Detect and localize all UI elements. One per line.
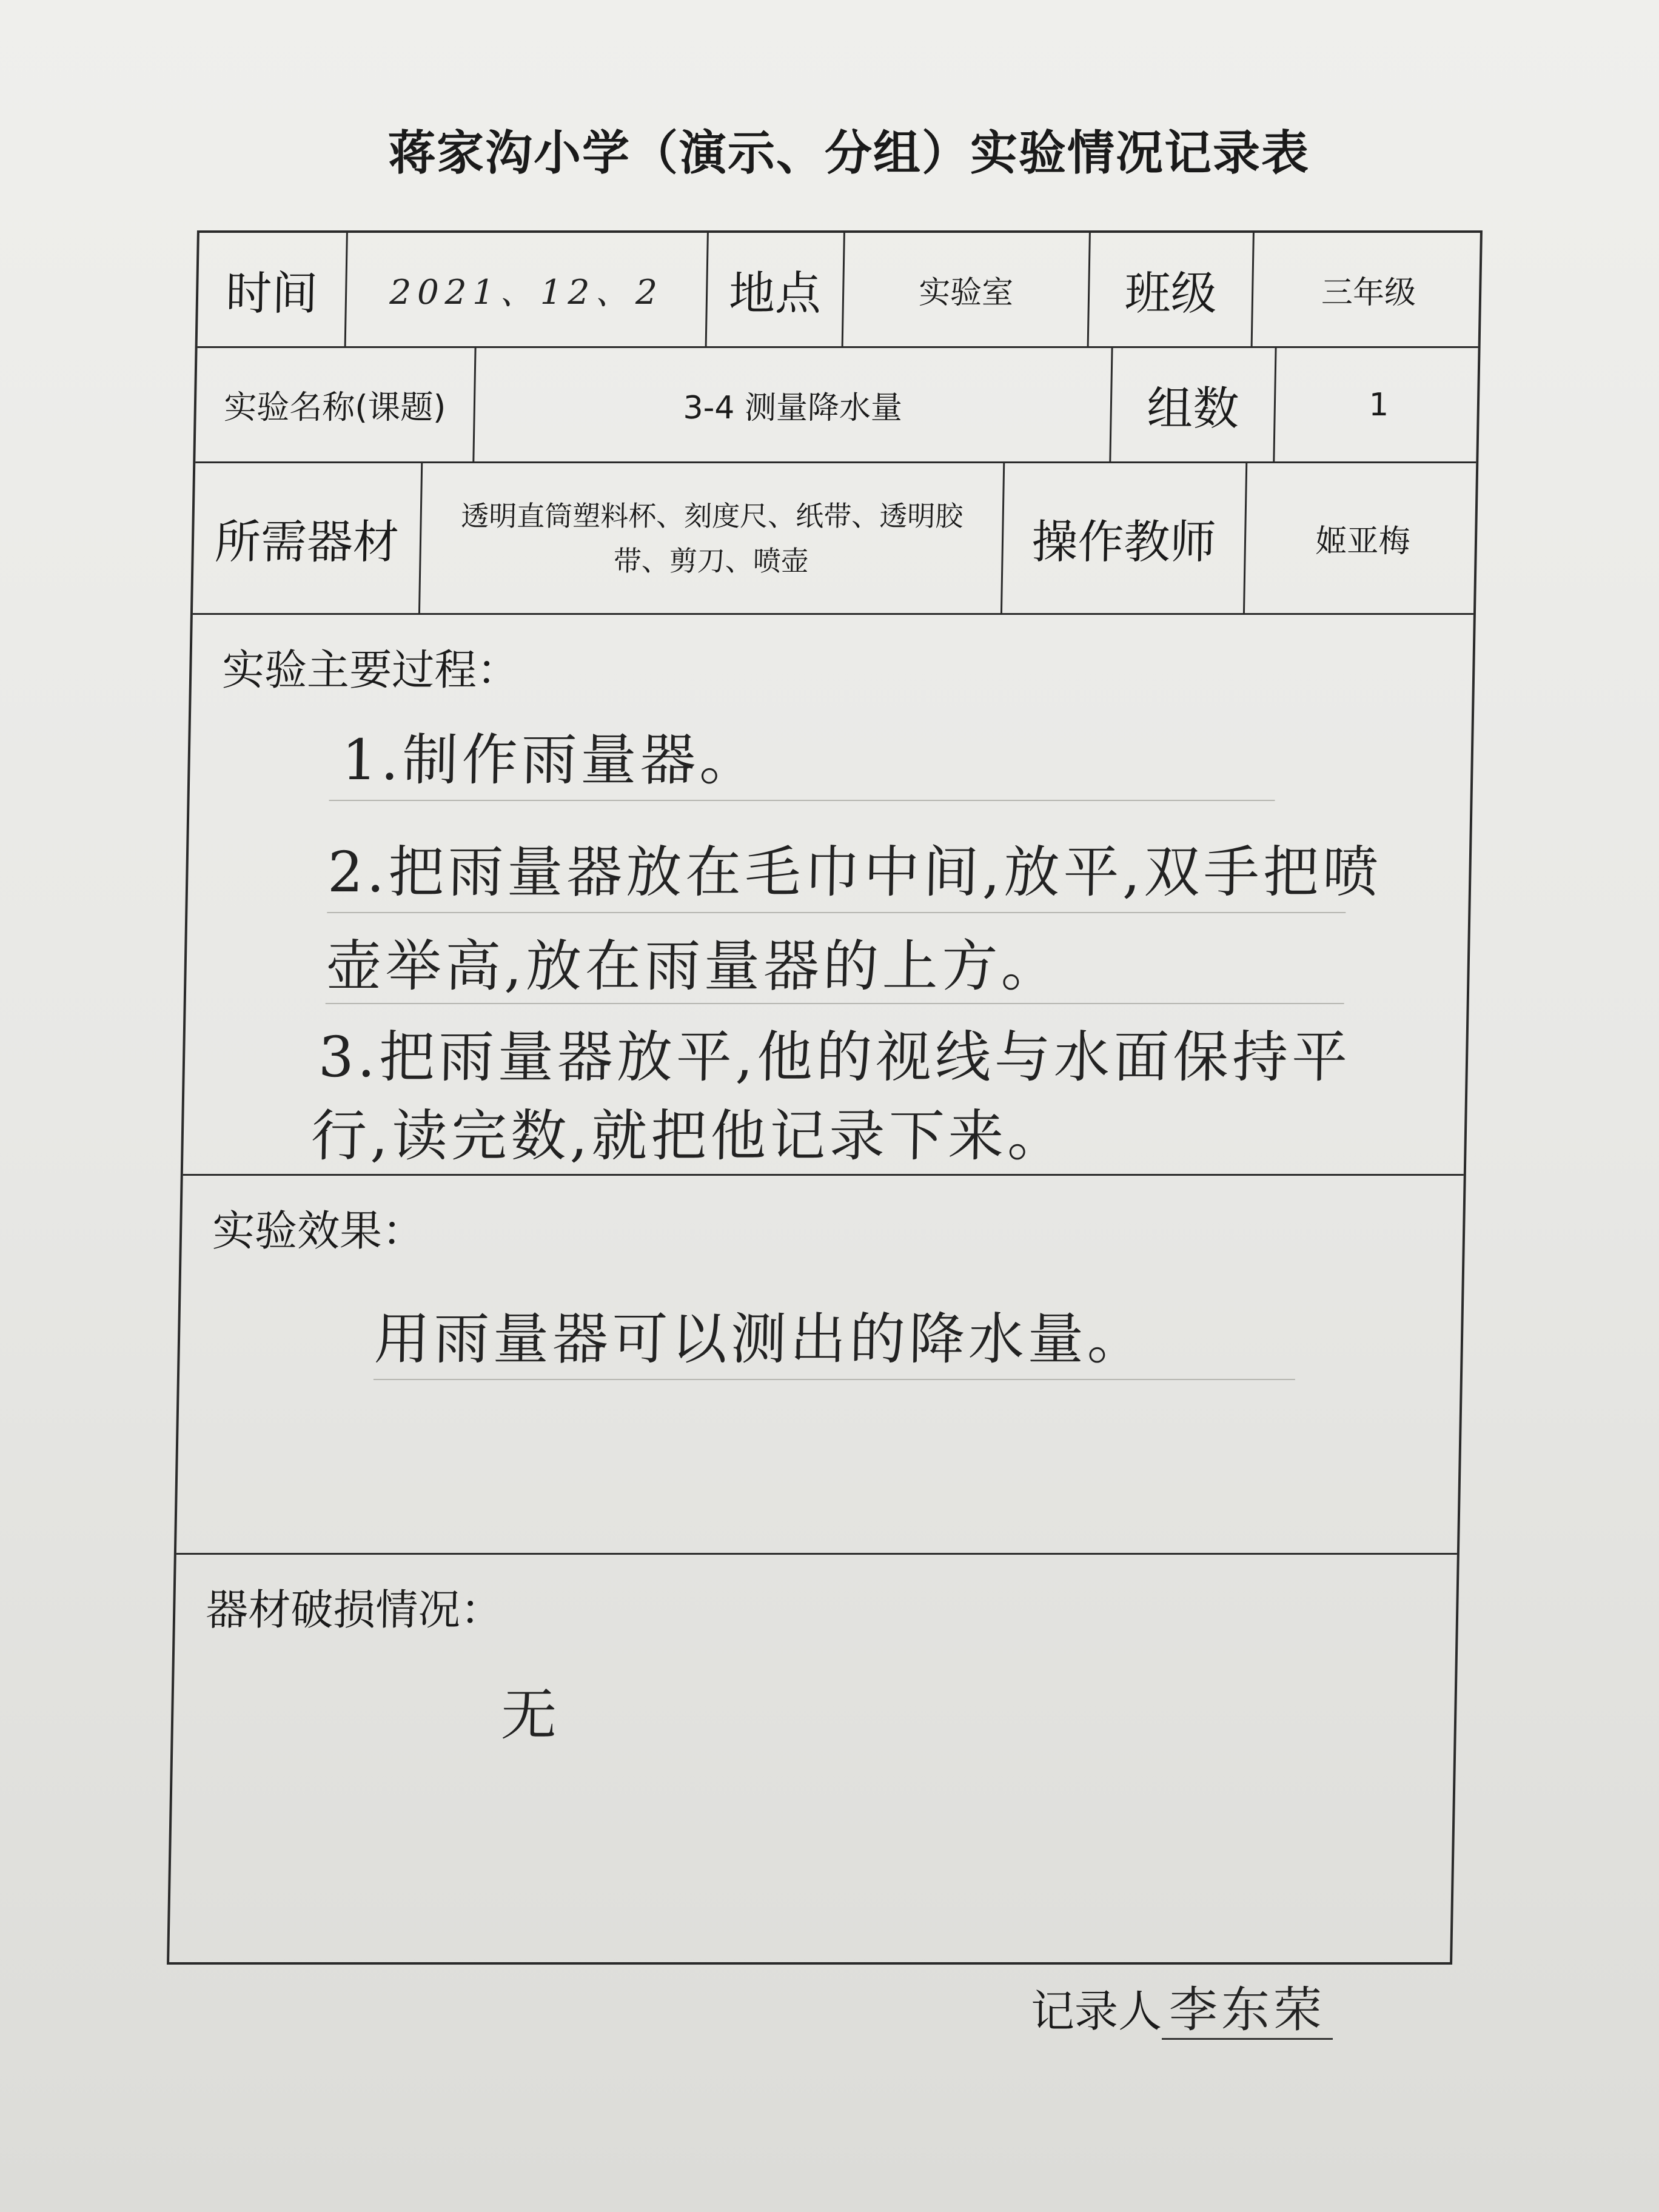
damage-section <box>169 1555 1457 1967</box>
class-label: 班级 <box>1089 233 1255 346</box>
row-experiment-name <box>195 348 1478 463</box>
place-label: 地点 <box>707 233 845 346</box>
effect-text: 用雨量器可以测出的降水量。 <box>374 1307 1147 1372</box>
page-title: 蒋家沟小学（演示、分组）实验情况记录表 <box>387 126 1310 181</box>
effect-title: 实验效果： <box>212 1206 425 1256</box>
guide-line <box>327 912 1346 913</box>
place-value: 实验室 <box>843 233 1091 346</box>
group-value: 1 <box>1368 386 1390 423</box>
teacher-label: 操作教师 <box>1002 463 1247 613</box>
equipment-value: 透明直筒塑料杯、刻度尺、纸带、透明胶带、剪刀、喷壶 <box>420 463 1005 613</box>
process-title: 实验主要过程： <box>221 645 520 695</box>
guide-line <box>374 1379 1295 1380</box>
damage-title: 器材破损情况： <box>205 1585 503 1635</box>
record-table <box>167 230 1483 1965</box>
recorder-label: 记录人 <box>1031 1986 1162 2037</box>
experiment-name-value: 3-4 测量降水量 <box>474 348 1113 461</box>
teacher-value: 姬亚梅 <box>1315 523 1411 560</box>
process-line-3: 壶举高,放在雨量器的上方。 <box>325 934 1061 999</box>
process-section <box>183 615 1473 1176</box>
row-equipment-teacher <box>193 463 1476 615</box>
class-value: 三年级 <box>1321 275 1416 311</box>
group-label: 组数 <box>1111 348 1276 461</box>
recorder <box>1031 1971 1333 2040</box>
process-line-1: 1.制作雨量器。 <box>341 728 760 793</box>
equipment-label: 所需器材 <box>193 463 423 613</box>
time-value: 2021、12、2 <box>346 233 709 346</box>
row-time-place-class <box>198 233 1480 348</box>
effect-section <box>176 1176 1464 1555</box>
guide-line <box>326 1003 1344 1004</box>
experiment-name-label: 实验名称(课题) <box>195 348 476 461</box>
damage-text: 无 <box>500 1683 561 1748</box>
process-line-2: 2.把雨量器放在毛巾中间,放平,双手把喷 <box>327 840 1382 905</box>
process-line-4: 3.把雨量器放平,他的视线与水面保持平 <box>318 1025 1352 1090</box>
guide-line <box>329 800 1275 801</box>
time-label: 时间 <box>198 233 348 346</box>
process-line-5: 行,读完数,就把他记录下来。 <box>310 1104 1068 1168</box>
recorder-signature: 李东荣 <box>1162 1982 1333 2040</box>
